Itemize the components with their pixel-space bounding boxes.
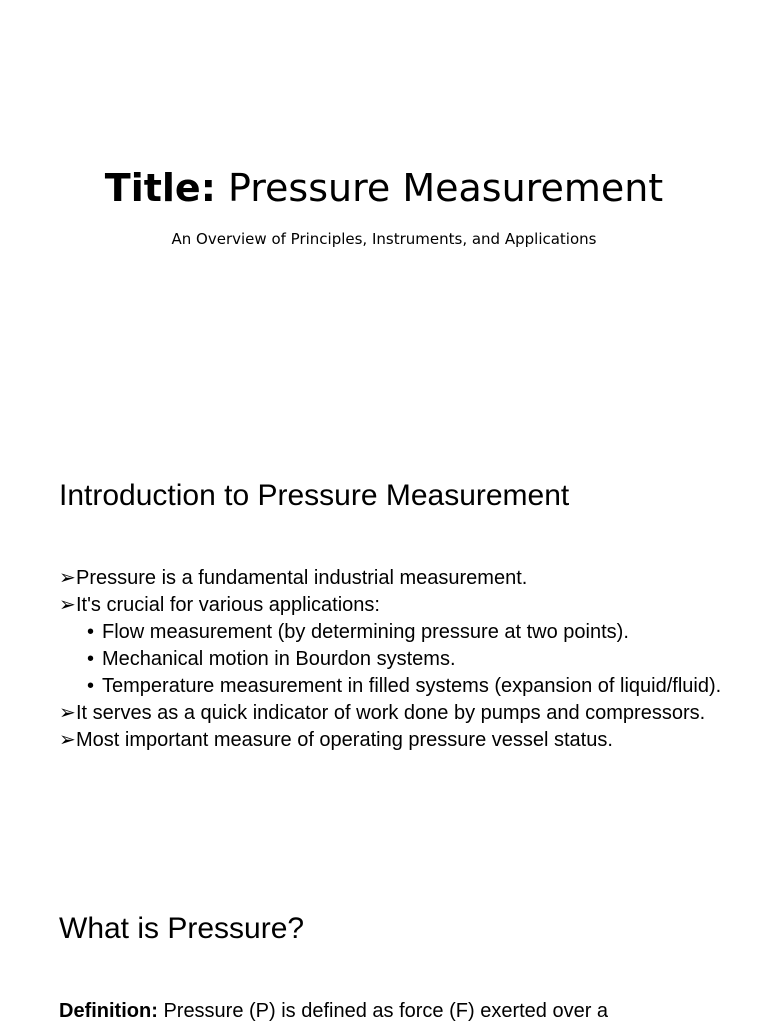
bullet-text: It's crucial for various applications: (76, 594, 380, 616)
arrowhead-bullet-icon: ➢ (59, 567, 76, 589)
title-text: Pressure Measurement (227, 166, 664, 210)
bullet-item (59, 565, 749, 592)
sub-bullet-item (59, 619, 749, 646)
sub-bullet-text: Flow measurement (by determining pressure at two points). (102, 621, 629, 643)
sub-bullet-item (59, 673, 749, 700)
dot-bullet-icon: • (87, 621, 95, 643)
title-lead: Title: (104, 166, 216, 210)
sub-bullet-text: Mechanical motion in Bourdon systems. (102, 648, 456, 670)
definition-paragraph (59, 998, 749, 1025)
page-title (0, 162, 768, 214)
sub-bullet-item (59, 646, 749, 673)
title-slide (0, 0, 768, 420)
definition-label: Definition: (59, 1000, 158, 1022)
section-heading-what-is-pressure: What is Pressure? (59, 912, 305, 945)
definition-text: Pressure (P) is defined as force (F) exerted over a (163, 1000, 609, 1022)
section-heading-introduction: Introduction to Pressure Measurement (59, 479, 570, 512)
bullet-item (59, 727, 749, 754)
bullet-list (59, 565, 749, 754)
bullet-item (59, 700, 749, 727)
dot-bullet-icon: • (87, 675, 95, 697)
dot-bullet-icon: • (87, 648, 95, 670)
bullet-text: Most important measure of operating pressure vessel status. (76, 729, 613, 751)
arrowhead-bullet-icon: ➢ (59, 729, 76, 751)
sub-bullet-text: Temperature measurement in filled systems (expansion of liquid/fluid). (102, 675, 722, 697)
arrowhead-bullet-icon: ➢ (59, 594, 76, 616)
bullet-text: Pressure is a fundamental industrial measurement. (76, 567, 528, 589)
bullet-item (59, 592, 749, 619)
subtitle: An Overview of Principles, Instruments, and Applications (171, 230, 597, 248)
arrowhead-bullet-icon: ➢ (59, 702, 76, 724)
bullet-text: It serves as a quick indicator of work done by pumps and compressors. (76, 702, 706, 724)
